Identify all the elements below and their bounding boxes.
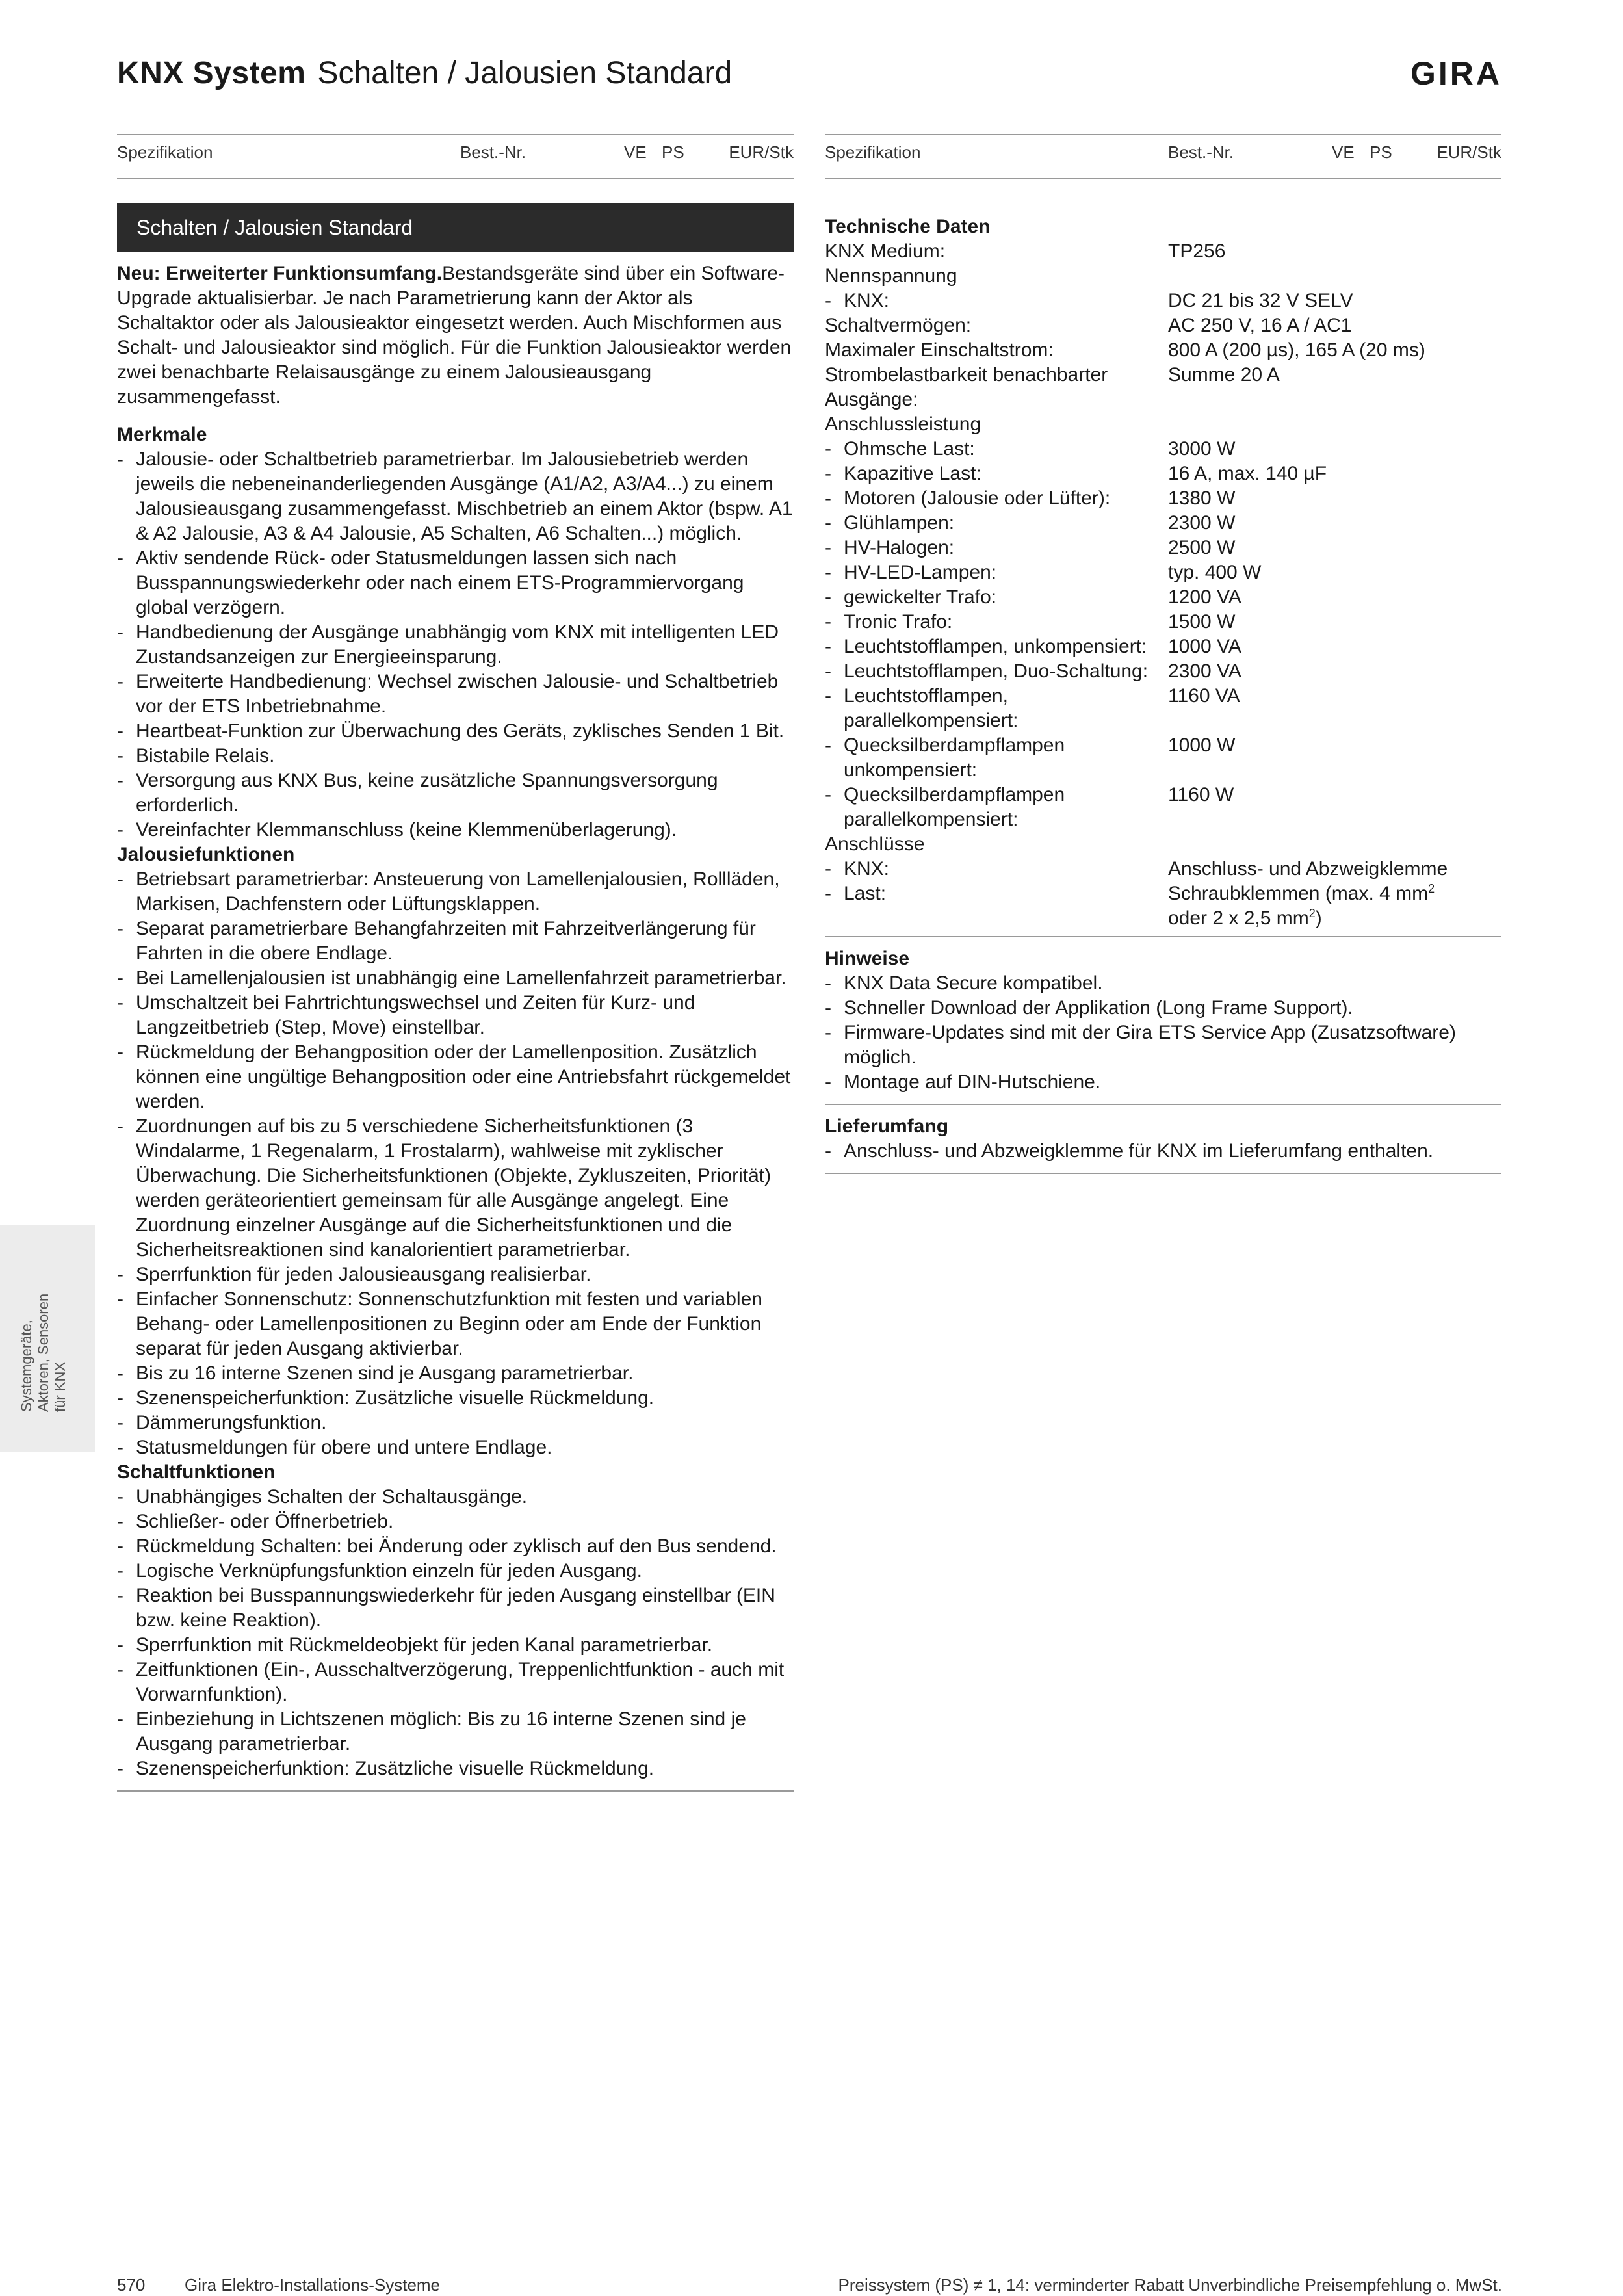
list-item: - Montage auf DIN-Hutschiene. (825, 1070, 1501, 1095)
liefer-list (825, 1139, 1501, 1164)
spec-row (825, 264, 1501, 289)
last-value-line2: oder 2 x 2,5 mm (1168, 907, 1309, 929)
spec-row (825, 585, 1501, 610)
spec-row (825, 832, 1501, 857)
closing-paren: ) (1315, 907, 1322, 929)
list-item: - Reaktion bei Busspannungswiederkehr für jeden Ausgang einstellbar (EIN bzw. keine Reaktion). (117, 1584, 794, 1633)
spec-label: - Ohmsche Last: (825, 437, 1166, 462)
left-column (117, 203, 794, 1792)
title-system: KNX System (117, 56, 306, 90)
divider (825, 1173, 1501, 1174)
spec-label: - gewickelter Trafo: (825, 585, 1166, 610)
spec-value: 1160 VA (1168, 685, 1240, 707)
spec-row (825, 733, 1501, 783)
spec-row (825, 486, 1501, 511)
footer-note: Preissystem (PS) ≠ 1, 14: verminderter Rabatt Unverbindliche Preisempfehlung o. MwSt. (838, 2275, 1502, 2295)
list-item: - Szenenspeicherfunktion: Zusätzliche visuelle Rückmeldung. (117, 1386, 794, 1411)
spec-label: - Quecksilberdampflampen unkompensiert: (825, 733, 1166, 783)
list-item: - Aktiv sendende Rück- oder Statusmeldungen lassen sich nach Busspannungswiederkehr oder nach einem ETS-Programmiervorgang global verzögern. (117, 546, 794, 620)
col-best-nr: Best.-Nr. (1168, 142, 1234, 162)
spec-value: 1380 W (1168, 488, 1236, 509)
spec-label: - Quecksilberdampflampen parallelkompensiert: (825, 783, 1166, 832)
spec-row (825, 560, 1501, 585)
spec-value: Summe 20 A (1168, 364, 1280, 385)
list-item: - Bei Lamellenjalousien ist unabhängig eine Lamellenfahrzeit parametrierbar. (117, 966, 794, 991)
intro-bold: Neu: Erweiterter Funktionsumfang. (117, 263, 443, 284)
category-line: Aktoren, Sensoren (35, 1293, 51, 1412)
list-item: - Handbedienung der Ausgänge unabhängig vom KNX mit intelligenten LED Zustandsanzeigen zur Energieeinsparung. (117, 620, 794, 670)
spec-table (825, 239, 1501, 881)
divider (825, 1104, 1501, 1105)
column-header-right (825, 134, 1501, 179)
jalousie-heading: Jalousiefunktionen (117, 844, 295, 865)
list-item: - Betriebsart parametrierbar: Ansteuerung von Lamellenjalousien, Rollläden, Markisen, Dachfenstern oder Lüftungsklappen. (117, 867, 794, 917)
spec-label: - KNX: (825, 289, 1166, 313)
list-item: - Sperrfunktion für jeden Jalousieausgang realisierbar. (117, 1262, 794, 1287)
spec-value (1168, 881, 1506, 931)
list-item: - Einbeziehung in Lichtszenen möglich: Bis zu 16 interne Szenen sind je Ausgang parametrierbar. (117, 1707, 794, 1756)
spec-row (825, 783, 1501, 832)
spec-label: - HV-LED-Lampen: (825, 560, 1166, 585)
section-bar: Schalten / Jalousien Standard (117, 203, 794, 252)
merkmale-heading: Merkmale (117, 424, 207, 445)
spec-label: Anschlussleistung (825, 413, 981, 435)
spec-label: KNX Medium: (825, 241, 946, 262)
spec-row (825, 412, 1501, 437)
superscript: 2 (1308, 907, 1316, 920)
list-item: - Sperrfunktion mit Rückmeldeobjekt für jeden Kanal parametrierbar. (117, 1633, 794, 1658)
schalt-list (117, 1485, 794, 1781)
spec-label: - Kapazitive Last: (825, 462, 1166, 486)
col-ve: VE (1332, 142, 1355, 162)
spec-label: - Leuchtstofflampen, parallelkompensiert: (825, 684, 1166, 733)
list-item: - Statusmeldungen für obere und untere Endlage. (117, 1435, 794, 1460)
spec-label: Schaltvermögen: (825, 315, 972, 336)
divider (117, 1790, 794, 1792)
merkmale-list (117, 447, 794, 842)
col-eur: EUR/Stk (1436, 142, 1501, 162)
spec-label: Anschlüsse (825, 833, 925, 855)
spec-row (825, 462, 1501, 486)
spec-row (825, 313, 1501, 338)
col-spezifikation: Spezifikation (117, 142, 213, 162)
list-item: - Dämmerungsfunktion. (117, 1411, 794, 1435)
list-item: - Bis zu 16 interne Szenen sind je Ausgang parametrierbar. (117, 1361, 794, 1386)
spec-label: Maximaler Einschaltstrom: (825, 339, 1054, 361)
list-item: - Jalousie- oder Schaltbetrieb parametrierbar. Im Jalousiebetrieb werden jeweils die nebeneinanderliegenden Ausgänge (A1/A2, A3/A4...) zu einem Jalousieausgang zusammengefasst. Mischbetrieb an einem Aktor (bspw. A1 & A2 Jalousie, A3 & A4 Jalousie, A5 Schalten, A6 Schalten...) möglich. (117, 447, 794, 546)
hinweise-heading: Hinweise (825, 948, 910, 969)
category-label (18, 1294, 69, 1412)
tech-heading: Technische Daten (825, 216, 991, 237)
spec-row (825, 511, 1501, 536)
spec-value: 1160 W (1168, 784, 1234, 805)
col-ps: PS (662, 142, 684, 162)
spec-row (825, 289, 1501, 313)
intro-paragraph (117, 261, 794, 410)
right-column (825, 215, 1501, 1174)
spec-row (825, 363, 1501, 412)
spec-label: Nennspannung (825, 265, 957, 287)
spec-value: TP256 (1168, 241, 1226, 262)
superscript: 2 (1428, 882, 1435, 895)
category-line: Systemgeräte, (18, 1320, 34, 1412)
list-item: - Zuordnungen auf bis zu 5 verschiedene Sicherheitsfunktionen (3 Windalarme, 1 Regenalarm, 1 Frostalarm), wahlweise mit zyklischer Überwachung. Die Sicherheitsfunktionen (Objekte, Zykluszeiten, Priorität) werden geräteorientiert gemeinsam für alle Ausgänge angelegt. Eine Zuordnung einzelner Ausgänge auf die Sicherheitsfunktionen und die Sicherheitsreaktionen sind kanalorientiert parametrierbar. (117, 1114, 794, 1262)
liefer-heading: Lieferumfang (825, 1115, 949, 1137)
list-item: - Erweiterte Handbedienung: Wechsel zwischen Jalousie- und Schaltbetrieb vor der ETS Inbetriebnahme. (117, 670, 794, 719)
spec-value: 800 A (200 µs), 165 A (20 ms) (1168, 339, 1425, 361)
list-item: - Szenenspeicherfunktion: Zusätzliche visuelle Rückmeldung. (117, 1756, 794, 1781)
footer-publisher: Gira Elektro-Installations-Systeme (185, 2275, 441, 2295)
col-ps: PS (1370, 142, 1392, 162)
title-product: Schalten / Jalousien Standard (317, 56, 733, 90)
spec-label: Strombelastbarkeit benachbarter Ausgänge: (825, 364, 1108, 410)
list-item: - Rückmeldung der Behangposition oder der Lamellenposition. Zusätzlich können eine ungültige Behangposition oder eine Antriebsfahrt rückgemeldet werden. (117, 1040, 794, 1114)
spec-row-last (825, 881, 1501, 929)
spec-value: DC 21 bis 32 V SELV (1168, 290, 1353, 311)
page-number: 570 (117, 2275, 146, 2295)
list-item: - Vereinfachter Klemmanschluss (keine Klemmenüberlagerung). (117, 818, 794, 842)
intro-text: Bestandsgeräte sind über ein Software-Upgrade aktualisierbar. Je nach Parametrierung kann der Aktor als Schaltaktor oder als Jalousieaktor eingesetzt werden. Auch Mischformen aus Schalt- und Jalousieaktor sind möglich. Für die Funktion Jalousieaktor werden zwei benachbarte Relaisausgänge zu einem Jalousieausgang zusammengefasst. (117, 263, 792, 408)
column-header-left (117, 134, 794, 179)
spec-row (825, 610, 1501, 634)
list-item: - Anschluss- und Abzweigklemme für KNX im Lieferumfang enthalten. (825, 1139, 1501, 1164)
spec-value: 2500 W (1168, 537, 1236, 558)
gira-logo: GIRA (1410, 55, 1502, 92)
spec-row (825, 239, 1501, 264)
spec-row (825, 437, 1501, 462)
jalousie-list (117, 867, 794, 1460)
spec-value: AC 250 V, 16 A / AC1 (1168, 315, 1352, 336)
spec-value: 1200 VA (1168, 586, 1241, 608)
page-title (117, 51, 732, 96)
list-item: - Umschaltzeit bei Fahrtrichtungswechsel und Zeiten für Kurz- und Langzeitbetrieb (Step, Move) einstellbar. (117, 991, 794, 1040)
list-item: - Einfacher Sonnenschutz: Sonnenschutzfunktion mit festen und variablen Behang- oder Lamellenpositionen zu Beginn oder am Ende der Funktion separat für jeden Ausgang aktivierbar. (117, 1287, 794, 1361)
spec-label: - Last: (825, 881, 1166, 906)
col-spezifikation: Spezifikation (825, 142, 921, 162)
divider (825, 936, 1501, 937)
category-line: für KNX (52, 1361, 68, 1412)
list-item: - Zeitfunktionen (Ein-, Ausschaltverzögerung, Treppenlichtfunktion - auch mit Vorwarnfunktion). (117, 1658, 794, 1707)
list-item: - Bistabile Relais. (117, 744, 794, 768)
spec-row (825, 857, 1501, 881)
list-item: - Schneller Download der Applikation (Long Frame Support). (825, 996, 1501, 1021)
spec-value: Anschluss- und Abzweigklemme (1168, 858, 1448, 880)
spec-label: - Leuchtstofflampen, Duo-Schaltung: (825, 659, 1166, 684)
col-ve: VE (624, 142, 647, 162)
spec-row (825, 634, 1501, 659)
list-item: - Logische Verknüpfungsfunktion einzeln für jeden Ausgang. (117, 1559, 794, 1584)
spec-label: - Tronic Trafo: (825, 610, 1166, 634)
spec-value: 2300 W (1168, 512, 1236, 534)
spec-row (825, 684, 1501, 733)
spec-label: - Glühlampen: (825, 511, 1166, 536)
spec-value: 3000 W (1168, 438, 1236, 460)
spec-label: - Leuchtstofflampen, unkompensiert: (825, 634, 1166, 659)
spec-value: 1000 W (1168, 735, 1236, 756)
spec-label: - KNX: (825, 857, 1166, 881)
schalt-heading: Schaltfunktionen (117, 1461, 276, 1483)
list-item: - Heartbeat-Funktion zur Überwachung des Geräts, zyklisches Senden 1 Bit. (117, 719, 794, 744)
col-best-nr: Best.-Nr. (460, 142, 526, 162)
spec-value: 2300 VA (1168, 660, 1241, 682)
spec-value: 1500 W (1168, 611, 1236, 633)
spec-row (825, 659, 1501, 684)
spec-value: 1000 VA (1168, 636, 1241, 657)
spec-value: 16 A, max. 140 µF (1168, 463, 1327, 484)
list-item: - Firmware-Updates sind mit der Gira ETS Service App (Zusatzsoftware) möglich. (825, 1021, 1501, 1070)
spec-row (825, 338, 1501, 363)
list-item: - Unabhängiges Schalten der Schaltausgänge. (117, 1485, 794, 1509)
spec-label: - HV-Halogen: (825, 536, 1166, 560)
list-item: - Separat parametrierbare Behangfahrzeiten mit Fahrzeitverlängerung für Fahrten in die obere Endlage. (117, 917, 794, 966)
list-item: - KNX Data Secure kompatibel. (825, 971, 1501, 996)
list-item: - Versorgung aus KNX Bus, keine zusätzliche Spannungsversorgung erforderlich. (117, 768, 794, 818)
list-item: - Schließer- oder Öffnerbetrieb. (117, 1509, 794, 1534)
spec-label: - Motoren (Jalousie oder Lüfter): (825, 486, 1166, 511)
list-item: - Rückmeldung Schalten: bei Änderung oder zyklisch auf den Bus sendend. (117, 1534, 794, 1559)
spec-row (825, 536, 1501, 560)
hinweise-list (825, 971, 1501, 1095)
col-eur: EUR/Stk (729, 142, 794, 162)
last-value-line1: Schraubklemmen (max. 4 mm (1168, 883, 1429, 904)
spec-value: typ. 400 W (1168, 562, 1262, 583)
